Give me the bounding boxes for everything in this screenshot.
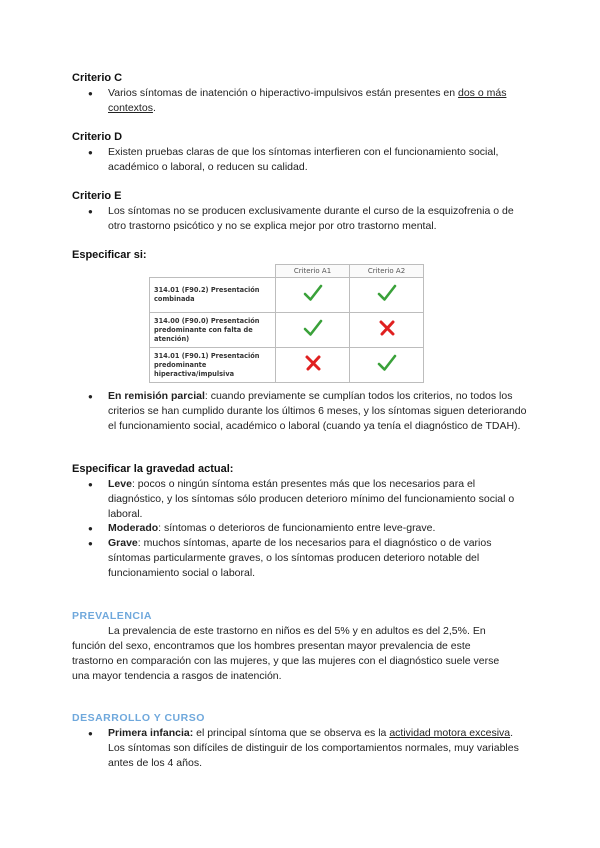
cross-icon xyxy=(302,352,324,374)
remision-parcial-text: ● En remisión parcial: cuando previamente se cumplían todos los criterios, no todos los criterios se han cumplido durante los últimos 6 meses, y los síntomas siguen deteriorando el funcionamiento social, académico o laboral (cuando ya tenía el diagnóstico de TDAH). xyxy=(108,389,528,434)
gravedad-moderado: ● Moderado: síntomas o deterioros de funcionamiento entre leve-grave. xyxy=(108,521,528,536)
remision-label: En remisión parcial xyxy=(108,390,205,402)
especificar-title: Especificar si: xyxy=(72,249,147,261)
desarrollo-heading: DESARROLLO Y CURSO xyxy=(72,712,205,724)
primera-infancia-text: ● Primera infancia: el principal síntoma que se observa es la actividad motora excesiva. Los síntomas son difíciles de distinguir de los comportamientos normales, muy variables antes de los 4 años. xyxy=(108,726,528,771)
row-mark-a2 xyxy=(350,348,424,383)
row-mark-a1 xyxy=(276,348,350,383)
criterio-d-title: Criterio D xyxy=(72,131,123,143)
table-corner xyxy=(150,265,276,278)
criterio-d-text: ● Existen pruebas claras de que los síntomas interfieren con el funcionamiento social, académico o laboral, o reducen su calidad. xyxy=(108,145,528,175)
check-icon xyxy=(302,282,324,304)
row-label: 314.01 (F90.1) Presentación predominante hiperactiva/impulsiva xyxy=(150,348,276,383)
row-label: 314.01 (F90.2) Presentación combinada xyxy=(150,278,276,313)
primera-infancia-label: Primera infancia: xyxy=(108,727,194,739)
row-mark-a2 xyxy=(350,278,424,313)
row-label: 314.00 (F90.0) Presentación predominante con falta de atención) xyxy=(150,313,276,348)
cross-icon xyxy=(376,317,398,339)
prevalencia-text: La prevalencia de este trastorno en niños es del 5% y en adultos es del 2,5%. En función del sexo, encontramos que los hombres presentan mayor prevalencia de este trastorno en comparación con las mujeres, y que las mujeres con el diagnóstico suele verse una mayor tendencia a rasgos de inatención. xyxy=(72,625,500,682)
table-row xyxy=(150,313,424,348)
col-header-a1: Criterio A1 xyxy=(276,265,350,278)
row-mark-a1 xyxy=(276,278,350,313)
table-row xyxy=(150,278,424,313)
check-icon xyxy=(376,282,398,304)
row-mark-a1 xyxy=(276,313,350,348)
gravedad-leve: ● Leve: pocos o ningún síntoma están presentes más que los necesarios para el diagnóstico, y los síntomas sólo producen deterioro mínimo del funcionamiento social o laboral. xyxy=(108,477,528,522)
col-header-a2: Criterio A2 xyxy=(350,265,424,278)
criterio-c-text: ● Varios síntomas de inatención o hiperactivo-impulsivos están presentes en dos o más contextos. xyxy=(108,86,513,116)
check-icon xyxy=(302,317,324,339)
criterio-e-text: ● Los síntomas no se producen exclusivamente durante el curso de la esquizofrenia o de otro trastorno psicótico y no se explica mejor por otro trastorno mental. xyxy=(108,204,528,234)
prevalencia-heading: PREVALENCIA xyxy=(72,610,152,622)
table-body xyxy=(150,278,424,383)
gravedad-grave: ● Grave: muchos síntomas, aparte de los necesarios para el diagnóstico o de varios síntomas particularmente graves, o los síntomas producen deterioro notable del funcionamiento social o laboral. xyxy=(108,536,528,581)
check-icon xyxy=(376,352,398,374)
criterio-c-title: Criterio C xyxy=(72,72,123,84)
criterio-e-title: Criterio E xyxy=(72,190,122,202)
table-row xyxy=(150,348,424,383)
presentation-table xyxy=(149,264,424,383)
dos-contextos-link[interactable]: dos o más contextos xyxy=(108,87,507,114)
gravedad-title: Especificar la gravedad actual: xyxy=(72,463,234,475)
row-mark-a2 xyxy=(350,313,424,348)
actividad-motora-link[interactable]: actividad motora excesiva xyxy=(389,727,511,739)
